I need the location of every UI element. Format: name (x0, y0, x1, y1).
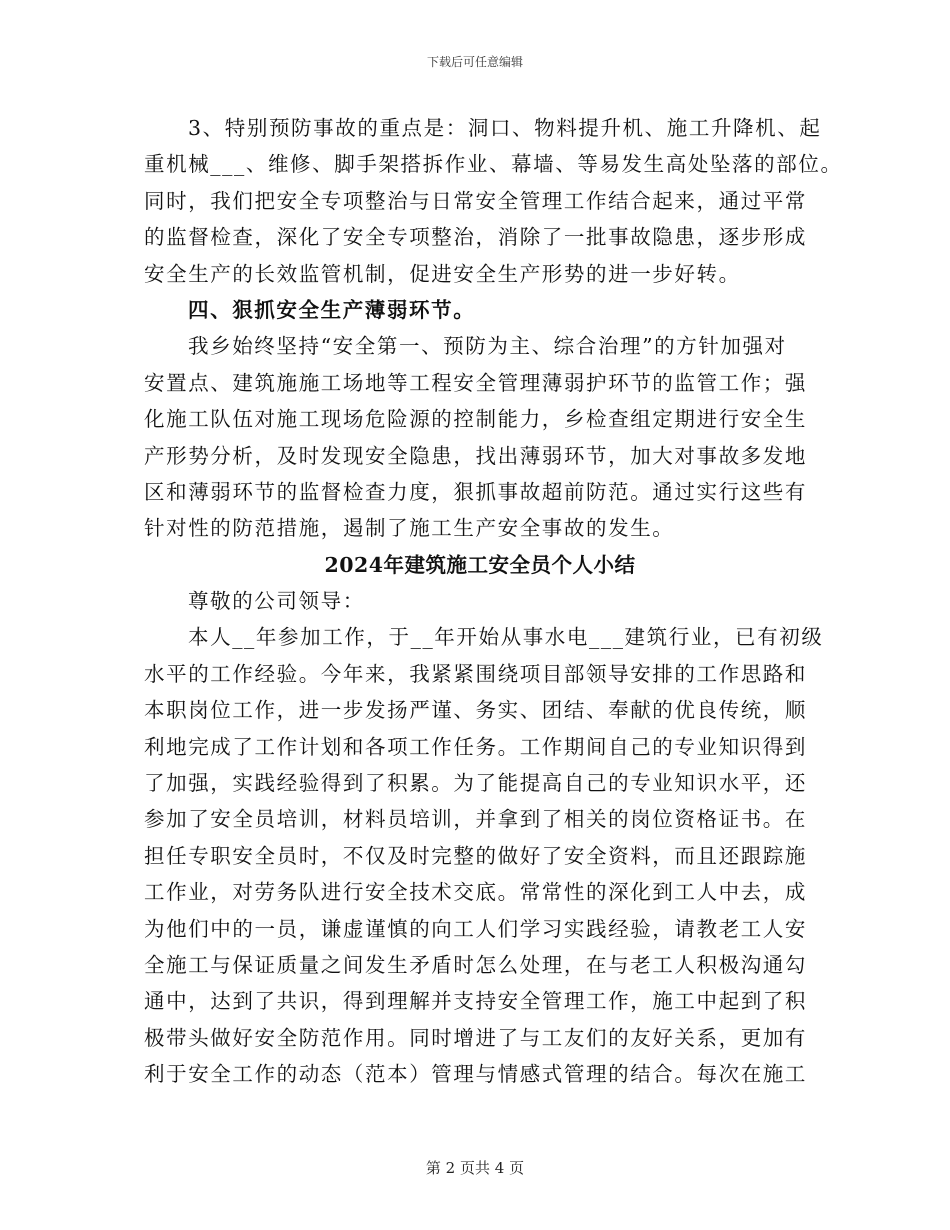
paragraph-line: 工作业，对劳务队进行安全技术交底。常常性的深化到工人中去，成 (144, 880, 807, 905)
page-header: 下载后可任意编辑 (426, 55, 523, 69)
paragraph-line: 本人__年参加工作，于__年开始从事水电___建筑行业，已有初级 (188, 625, 824, 650)
salutation: 尊敬的公司领导： (188, 589, 365, 614)
paragraph-line: 同时，我们把安全专项整治与日常安全管理工作结合起来，通过平常 (144, 188, 807, 213)
document-title: 2024年建筑施工安全员个人小结 (324, 552, 636, 577)
paragraph-line: 利于安全工作的动态（范本）管理与情感式管理的结合。每次在施工 (144, 1062, 807, 1087)
paragraph-line: 我乡始终坚持“安全第一、预防为主、综合治理”的方针加强对 (188, 334, 787, 359)
paragraph-line: 安全生产的长效监管机制，促进安全生产形势的进一步好转。 (144, 261, 741, 286)
paragraph-line: 产形势分析，及时发现安全隐患，找出薄弱环节，加大对事故多发地 (144, 443, 807, 468)
paragraph-line: 担任专职安全员时，不仅及时完整的做好了安全资料，而且还跟踪施 (144, 843, 807, 868)
paragraph-line: 针对性的防范措施，遏制了施工生产安全事故的发生。 (144, 516, 675, 541)
paragraph-line: 3、特别预防事故的重点是：洞口、物料提升机、施工升降机、起 (188, 116, 822, 140)
document-body (144, 110, 843, 1093)
paragraph-line: 的监督检查，深化了安全专项整治，消除了一批事故隐患，逐步形成 (144, 225, 807, 250)
paragraph-line: 全施工与保证质量之间发生矛盾时怎么处理，在与老工人积极沟通勾 (144, 952, 807, 977)
paragraph-line: 为他们中的一员，谦虚谨慎的向工人们学习实践经验，请教老工人安 (144, 916, 807, 941)
paragraph-line: 重机械___、维修、脚手架搭拆作业、幕墙、等易发生高处坠落的部位。 (144, 152, 843, 177)
paragraph-line: 通中，达到了共识，得到理解并支持安全管理工作，施工中起到了积 (144, 989, 807, 1014)
paragraph-line: 安置点、建筑施施工场地等工程安全管理薄弱护环节的监管工作；强 (144, 370, 807, 395)
paragraph-line: 利地完成了工作计划和各项工作任务。工作期间自己的专业知识得到 (144, 734, 807, 759)
paragraph-line: 极带头做好安全防范作用。同时增进了与工友们的友好关系，更加有 (144, 1025, 807, 1050)
paragraph-line: 区和薄弱环节的监督检查力度，狠抓事故超前防范。通过实行这些有 (144, 479, 807, 504)
paragraph-line: 参加了安全员培训，材料员培训，并拿到了相关的岗位资格证书。在 (144, 807, 807, 832)
paragraph-line: 了加强，实践经验得到了积累。为了能提高自己的专业知识水平，还 (144, 771, 807, 796)
paragraph-line: 水平的工作经验。今年来，我紧紧围绕项目部领导安排的工作思路和 (144, 661, 807, 686)
paragraph-line: 本职岗位工作，进一步发扬严谨、务实、团结、奉献的优良传统，顺 (144, 698, 807, 723)
paragraph-line: 化施工队伍对施工现场危险源的控制能力，乡检查组定期进行安全生 (144, 407, 807, 432)
page-footer: 第 2 页共 4 页 (425, 1159, 525, 1177)
section-heading: 四、狠抓安全生产薄弱环节。 (188, 297, 476, 322)
